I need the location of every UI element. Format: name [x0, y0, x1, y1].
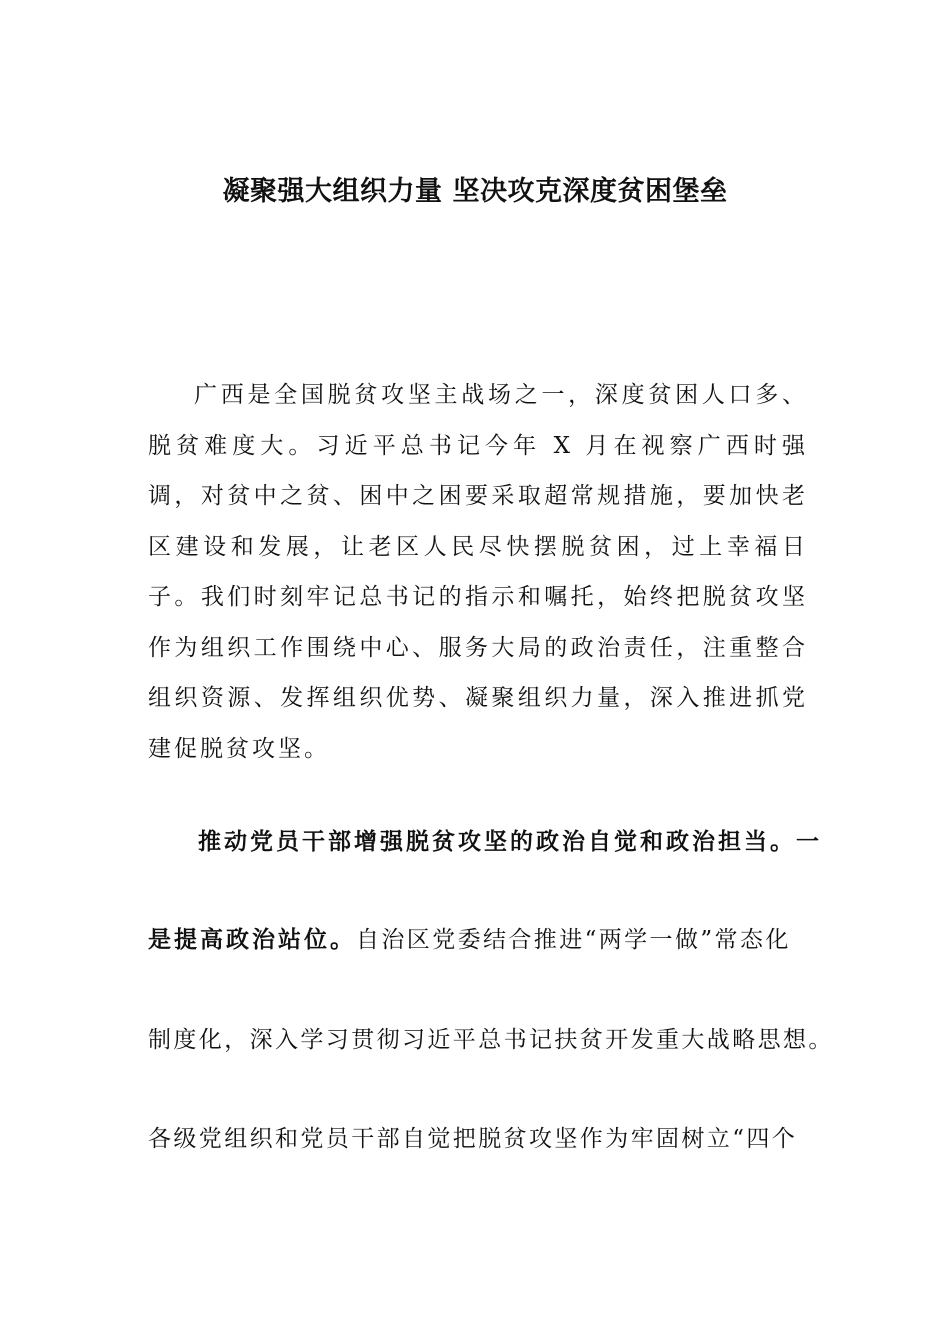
section-line-3: 制度化，深入学习贯彻习近平总书记扶贫开发重大战略思想。 [148, 1027, 834, 1053]
section-line-4: 各级党组织和党员干部自觉把脱贫攻坚作为牢固树立“四个 [148, 1126, 798, 1152]
intro-paragraph: 广西是全国脱贫攻坚主战场之一，深度贫困人口多、脱贫难度大。习近平总书记今年 X 月在视察广西时强调，对贫中之贫、困中之困要采取超常规措施，要加快老区建设和发展，让老区人民尽快摆脱贫困，过上幸福日子。我们时刻牢记总书记的指示和嘱托，始终把脱贫攻坚作为组织工作围绕中心、服务大局的政治责任，注重整合组织资源、发挥组织优势、凝聚组织力量，深入推进抓党建促脱贫攻坚。 [148, 382, 808, 762]
section-line-2 [148, 920, 848, 960]
section-text: 自治区党委结合推进“两学一做”常态化 [356, 927, 791, 953]
section-heading: 推动党员干部增强脱贫攻坚的政治自觉和政治担当。一 [198, 829, 822, 855]
document-title: 凝聚强大组织力量 坚决攻克深度贫困堡垒 [222, 176, 728, 207]
subheading-political-stance: 是提高政治站位。 [148, 927, 356, 953]
